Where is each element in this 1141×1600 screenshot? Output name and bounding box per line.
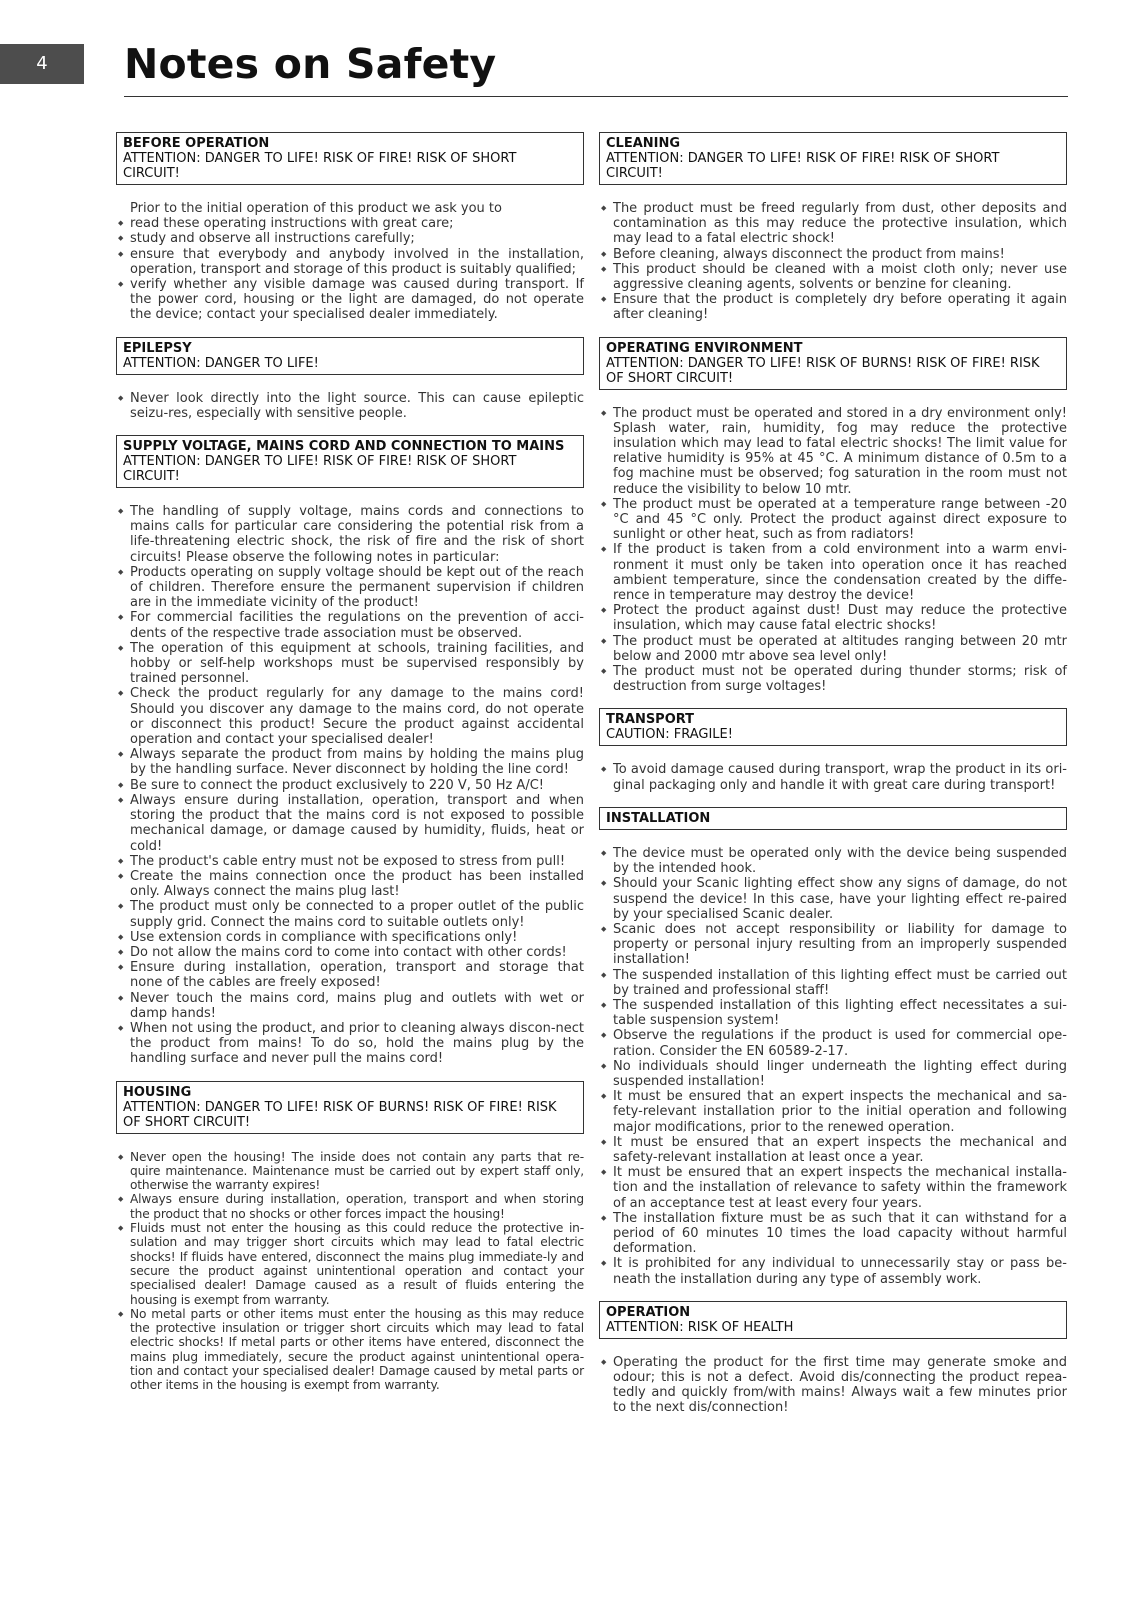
section-body-housing (116, 1150, 584, 1393)
bullet-item: ◆ Operating the product for the first time may generate smoke and odour; this is not a defect. Avoid dis/connecting the product repea-tedly and quickly from/with mains! Always wait a few minutes prior to the next dis/connection! (599, 1355, 1067, 1416)
bullet-item: ◆ This product should be cleaned with a moist cloth only; never use aggressive cleaning agents, solvents or benzine for cleaning. (599, 262, 1067, 292)
bullet-item: ◆ Fluids must not enter the housing as this could reduce the protective in-sulation and may trigger short circuits which may lead to fatal electric shocks! If fluids have entered, disconnect the mains plug immediate-ly and secure the product against unintentional operation and contact your specialised dealer! Damage caused as a result of fluids entering the housing is exempt from warranty. (116, 1221, 584, 1307)
section-title: OPERATING ENVIRONMENT (606, 340, 803, 356)
section-warning: ATTENTION: DANGER TO LIFE! RISK OF FIRE! RISK OF SHORT CIRCUIT! (606, 151, 1000, 181)
bullet-item: ◆ Always separate the product from mains by holding the mains plug by the handling surface. Never disconnect by holding the line cord! (116, 747, 584, 777)
bullet-item: ◆ Create the mains connection once the product has been installed only. Always connect the mains plug last! (116, 869, 584, 899)
bullet-list (599, 762, 1067, 792)
bullet-item: ◆ Products operating on supply voltage should be kept out of the reach of children. Therefore ensure the permanent supervision if children are in the immediate vicinity of the product! (116, 565, 584, 611)
section-warning: ATTENTION: DANGER TO LIFE! RISK OF FIRE! RISK OF SHORT CIRCUIT! (123, 151, 517, 181)
page-title: Notes on Safety (124, 40, 497, 88)
section-header-supply-voltage-mains-cord-and-connection-to-mains (116, 435, 584, 488)
section-title: BEFORE OPERATION (123, 136, 270, 151)
bullet-item: ◆ Never open the housing! The inside does not contain any parts that re-quire maintenance. Maintenance must be carried out by expert staff only, otherwise the warranty expires! (116, 1150, 584, 1193)
bullet-item: ◆ Do not allow the mains cord to come into contact with other cords! (116, 945, 584, 960)
section-body-epilepsy (116, 391, 584, 421)
bullet-item: ◆ The installation fixture must be as such that it can withstand for a period of 60 minutes 10 times the load capacity without harmful deformation. (599, 1211, 1067, 1257)
bullet-item: ◆ study and observe all instructions carefully; (116, 231, 584, 246)
bullet-item: ◆ No individuals should linger underneath the lighting effect during suspended installation! (599, 1059, 1067, 1089)
section-intro: Prior to the initial operation of this product we ask you to (130, 201, 502, 216)
bullet-item: ◆ Always ensure during installation, operation, transport and when storing the product that no shocks or other forces impact the housing! (116, 1192, 584, 1221)
section-header-transport (599, 708, 1067, 746)
bullet-list (599, 406, 1067, 695)
section-title: SUPPLY VOLTAGE, MAINS CORD AND CONNECTION TO MAINS (123, 439, 565, 455)
bullet-list (599, 846, 1067, 1287)
section-warning: ATTENTION: DANGER TO LIFE! (123, 355, 319, 371)
bullet-item: ◆ ensure that everybody and anybody involved in the installation, operation, transport and storage of this product is suitably qualified; (116, 247, 584, 277)
bullet-list (116, 216, 584, 322)
bullet-item: ◆ When not using the product, and prior to cleaning always discon-nect the product from mains! To do so, hold the mains plug by the handling surface and never pull the mains cord! (116, 1021, 584, 1067)
bullet-item: ◆ Scanic does not accept responsibility or liability for damage to property or personal injury resulting from an improperly suspended installation! (599, 922, 1067, 968)
section-body-supply-voltage-mains-cord-and-connection-to-mains (116, 504, 584, 1067)
bullet-item: ◆ The product must be operated and stored in a dry environment only! Splash water, rain, humidity, fog may reduce the protective insulation which may lead to fatal electric shocks! The limit value for relative humidity is 95% at 45 °C. A minimum distance of 0.5m to a fog machine must be observed; fog saturation in the room must not reduce the visibility to below 10 mtr. (599, 406, 1067, 497)
bullet-item: ◆ It must be ensured that an expert inspects the mechanical installa-tion and the installation of relevance to safety within the framework of an acceptance test at least every four years. (599, 1165, 1067, 1211)
bullet-item: ◆ The product must be operated at a temperature range between -20 °C and 45 °C only. Protect the product against direct exposure to sunlight or other heat, such as from radiators! (599, 497, 1067, 543)
section-title: OPERATION (606, 1304, 691, 1320)
section-warning: ATTENTION: RISK OF HEALTH (606, 1319, 794, 1335)
bullet-item: ◆ The suspended installation of this lighting effect must be carried out by trained and professional staff! (599, 968, 1067, 998)
bullet-item: ◆ Before cleaning, always disconnect the product from mains! (599, 247, 1067, 262)
bullet-item: ◆ verify whether any visible damage was caused during transport. If the power cord, housing or the light are damaged, do not operate the device; contact your specialised dealer immediately. (116, 277, 584, 323)
section-warning: ATTENTION: DANGER TO LIFE! RISK OF BURNS! RISK OF FIRE! RISK OF SHORT CIRCUIT! (606, 355, 1040, 386)
bullet-item: ◆ The product must not be operated during thunder storms; risk of destruction from surge voltages! (599, 664, 1067, 694)
bullet-item: ◆ Be sure to connect the product exclusively to 220 V, 50 Hz A/C! (116, 778, 584, 793)
section-body-cleaning (599, 201, 1067, 323)
section-title: HOUSING (123, 1084, 192, 1100)
bullet-list (116, 1150, 584, 1393)
section-body-operating-environment (599, 406, 1067, 695)
section-body-transport (599, 762, 1067, 792)
section-title: INSTALLATION (606, 810, 711, 826)
bullet-item: ◆ Never look directly into the light source. This can cause epileptic seizu-res, especially with sensitive people. (116, 391, 584, 421)
bullet-item: ◆ If the product is taken from a cold environment into a warm envi-ronment it must only be taken into operation once it has reached ambient temperature, since the condensation created by the diffe-rence in temperature may destroy the device! (599, 542, 1067, 603)
bullet-item: ◆ It must be ensured that an expert inspects the mechanical and safety-relevant installation at least once a year. (599, 1135, 1067, 1165)
section-header-installation (599, 807, 1067, 830)
bullet-item: ◆ Use extension cords in compliance with specifications only! (116, 930, 584, 945)
section-title: CLEANING (606, 136, 681, 151)
section-header-before-operation (116, 132, 584, 185)
bullet-item: ◆ The suspended installation of this lighting effect necessitates a sui-table suspension system! (599, 998, 1067, 1028)
bullet-item: ◆ The product must be freed regularly from dust, other deposits and contamination as this may reduce the protective insulation, which may lead to a fatal electric shock! (599, 201, 1067, 247)
bullet-item: ◆ To avoid damage caused during transport, wrap the product in its ori-ginal packaging only and handle it with great care during transport! (599, 762, 1067, 792)
bullet-item: ◆ Should your Scanic lighting effect show any signs of damage, do not suspend the device! In this case, have your lighting effect re-paired by your specialised Scanic dealer. (599, 876, 1067, 922)
bullet-item: ◆ The product must only be connected to a proper outlet of the public supply grid. Connect the mains cord to suitable outlets only! (116, 899, 584, 929)
bullet-item: ◆ It is prohibited for any individual to unnecessarily stay or pass be-neath the installation during any type of assembly work. (599, 1256, 1067, 1286)
bullet-item: ◆ Always ensure during installation, operation, transport and when storing the product that the mains cord is not exposed to possible mechanical damage, or damage caused by humidity, fluids, heat or cold! (116, 793, 584, 854)
section-warning: ATTENTION: DANGER TO LIFE! RISK OF FIRE! RISK OF SHORT CIRCUIT! (123, 454, 517, 485)
page-number-tab: 4 (0, 44, 84, 84)
section-header-epilepsy (116, 337, 584, 375)
bullet-item: ◆ Protect the product against dust! Dust may reduce the protective insulation, which may cause fatal electric shocks! (599, 603, 1067, 633)
bullet-list (116, 391, 584, 421)
bullet-list (116, 504, 584, 1067)
bullet-item: ◆ It must be ensured that an expert inspects the mechanical and sa-fety-relevant installation prior to the initial operation and following major modifications, prior to the renewed operation. (599, 1089, 1067, 1135)
section-warning: ATTENTION: DANGER TO LIFE! RISK OF BURNS! RISK OF FIRE! RISK OF SHORT CIRCUIT! (123, 1099, 557, 1130)
section-warning: CAUTION: FRAGILE! (606, 727, 733, 743)
bullet-item: ◆ read these operating instructions with great care; (116, 216, 584, 231)
left-column (116, 132, 584, 1407)
bullet-item: ◆ For commercial facilities the regulations on the prevention of acci-dents of the respective trade association must be observed. (116, 610, 584, 640)
section-title: TRANSPORT (606, 712, 695, 728)
bullet-item: ◆ Check the product regularly for any damage to the mains cord! Should you discover any damage to the mains cord, do not operate or disconnect this product! Secure the product against accidental operation and contact your specialised dealer! (116, 686, 584, 747)
section-header-cleaning (599, 132, 1067, 185)
section-body-operation (599, 1355, 1067, 1416)
section-header-operating-environment (599, 337, 1067, 390)
bullet-item: ◆ The handling of supply voltage, mains cords and connections to mains calls for particular care considering the potential risk from a life-threatening electric shock, the risk of fire and the risk of short circuits! Please observe the following notes in particular: (116, 504, 584, 565)
bullet-item: ◆ No metal parts or other items must enter the housing as this may reduce the protective insulation or trigger short circuits which may lead to fatal electric shocks! If metal parts or other items have entered, disconnect the mains plug immediately, secure the product against unintentional opera-tion and contact your specialised dealer! Damage caused by metal parts or other items in the housing is exempt from warranty. (116, 1307, 584, 1393)
section-body-before-operation (116, 201, 584, 323)
title-rule (124, 96, 1068, 97)
section-body-installation (599, 846, 1067, 1287)
bullet-item: ◆ Ensure that the product is completely dry before operating it again after cleaning! (599, 292, 1067, 322)
bullet-list (599, 1355, 1067, 1416)
bullet-item: ◆ Never touch the mains cord, mains plug and outlets with wet or damp hands! (116, 991, 584, 1021)
right-column (599, 132, 1067, 1430)
bullet-item: ◆ The product's cable entry must not be exposed to stress from pull! (116, 854, 584, 869)
bullet-item: ◆ The operation of this equipment at schools, training facilities, and hobby or self-help workshops must be supervised responsibly by trained personnel. (116, 641, 584, 687)
bullet-item: ◆ Observe the regulations if the product is used for commercial ope-ration. Consider the EN 60589-2-17. (599, 1028, 1067, 1058)
section-header-housing (116, 1081, 584, 1134)
section-header-operation (599, 1301, 1067, 1339)
section-title: EPILEPSY (123, 340, 192, 356)
bullet-item: ◆ The product must be operated at altitudes ranging between 20 mtr below and 2000 mtr above sea level only! (599, 634, 1067, 664)
bullet-list (599, 201, 1067, 323)
bullet-item: ◆ Ensure during installation, operation, transport and storage that none of the cables are freely exposed! (116, 960, 584, 990)
bullet-item: ◆ The device must be operated only with the device being suspended by the intended hook. (599, 846, 1067, 876)
